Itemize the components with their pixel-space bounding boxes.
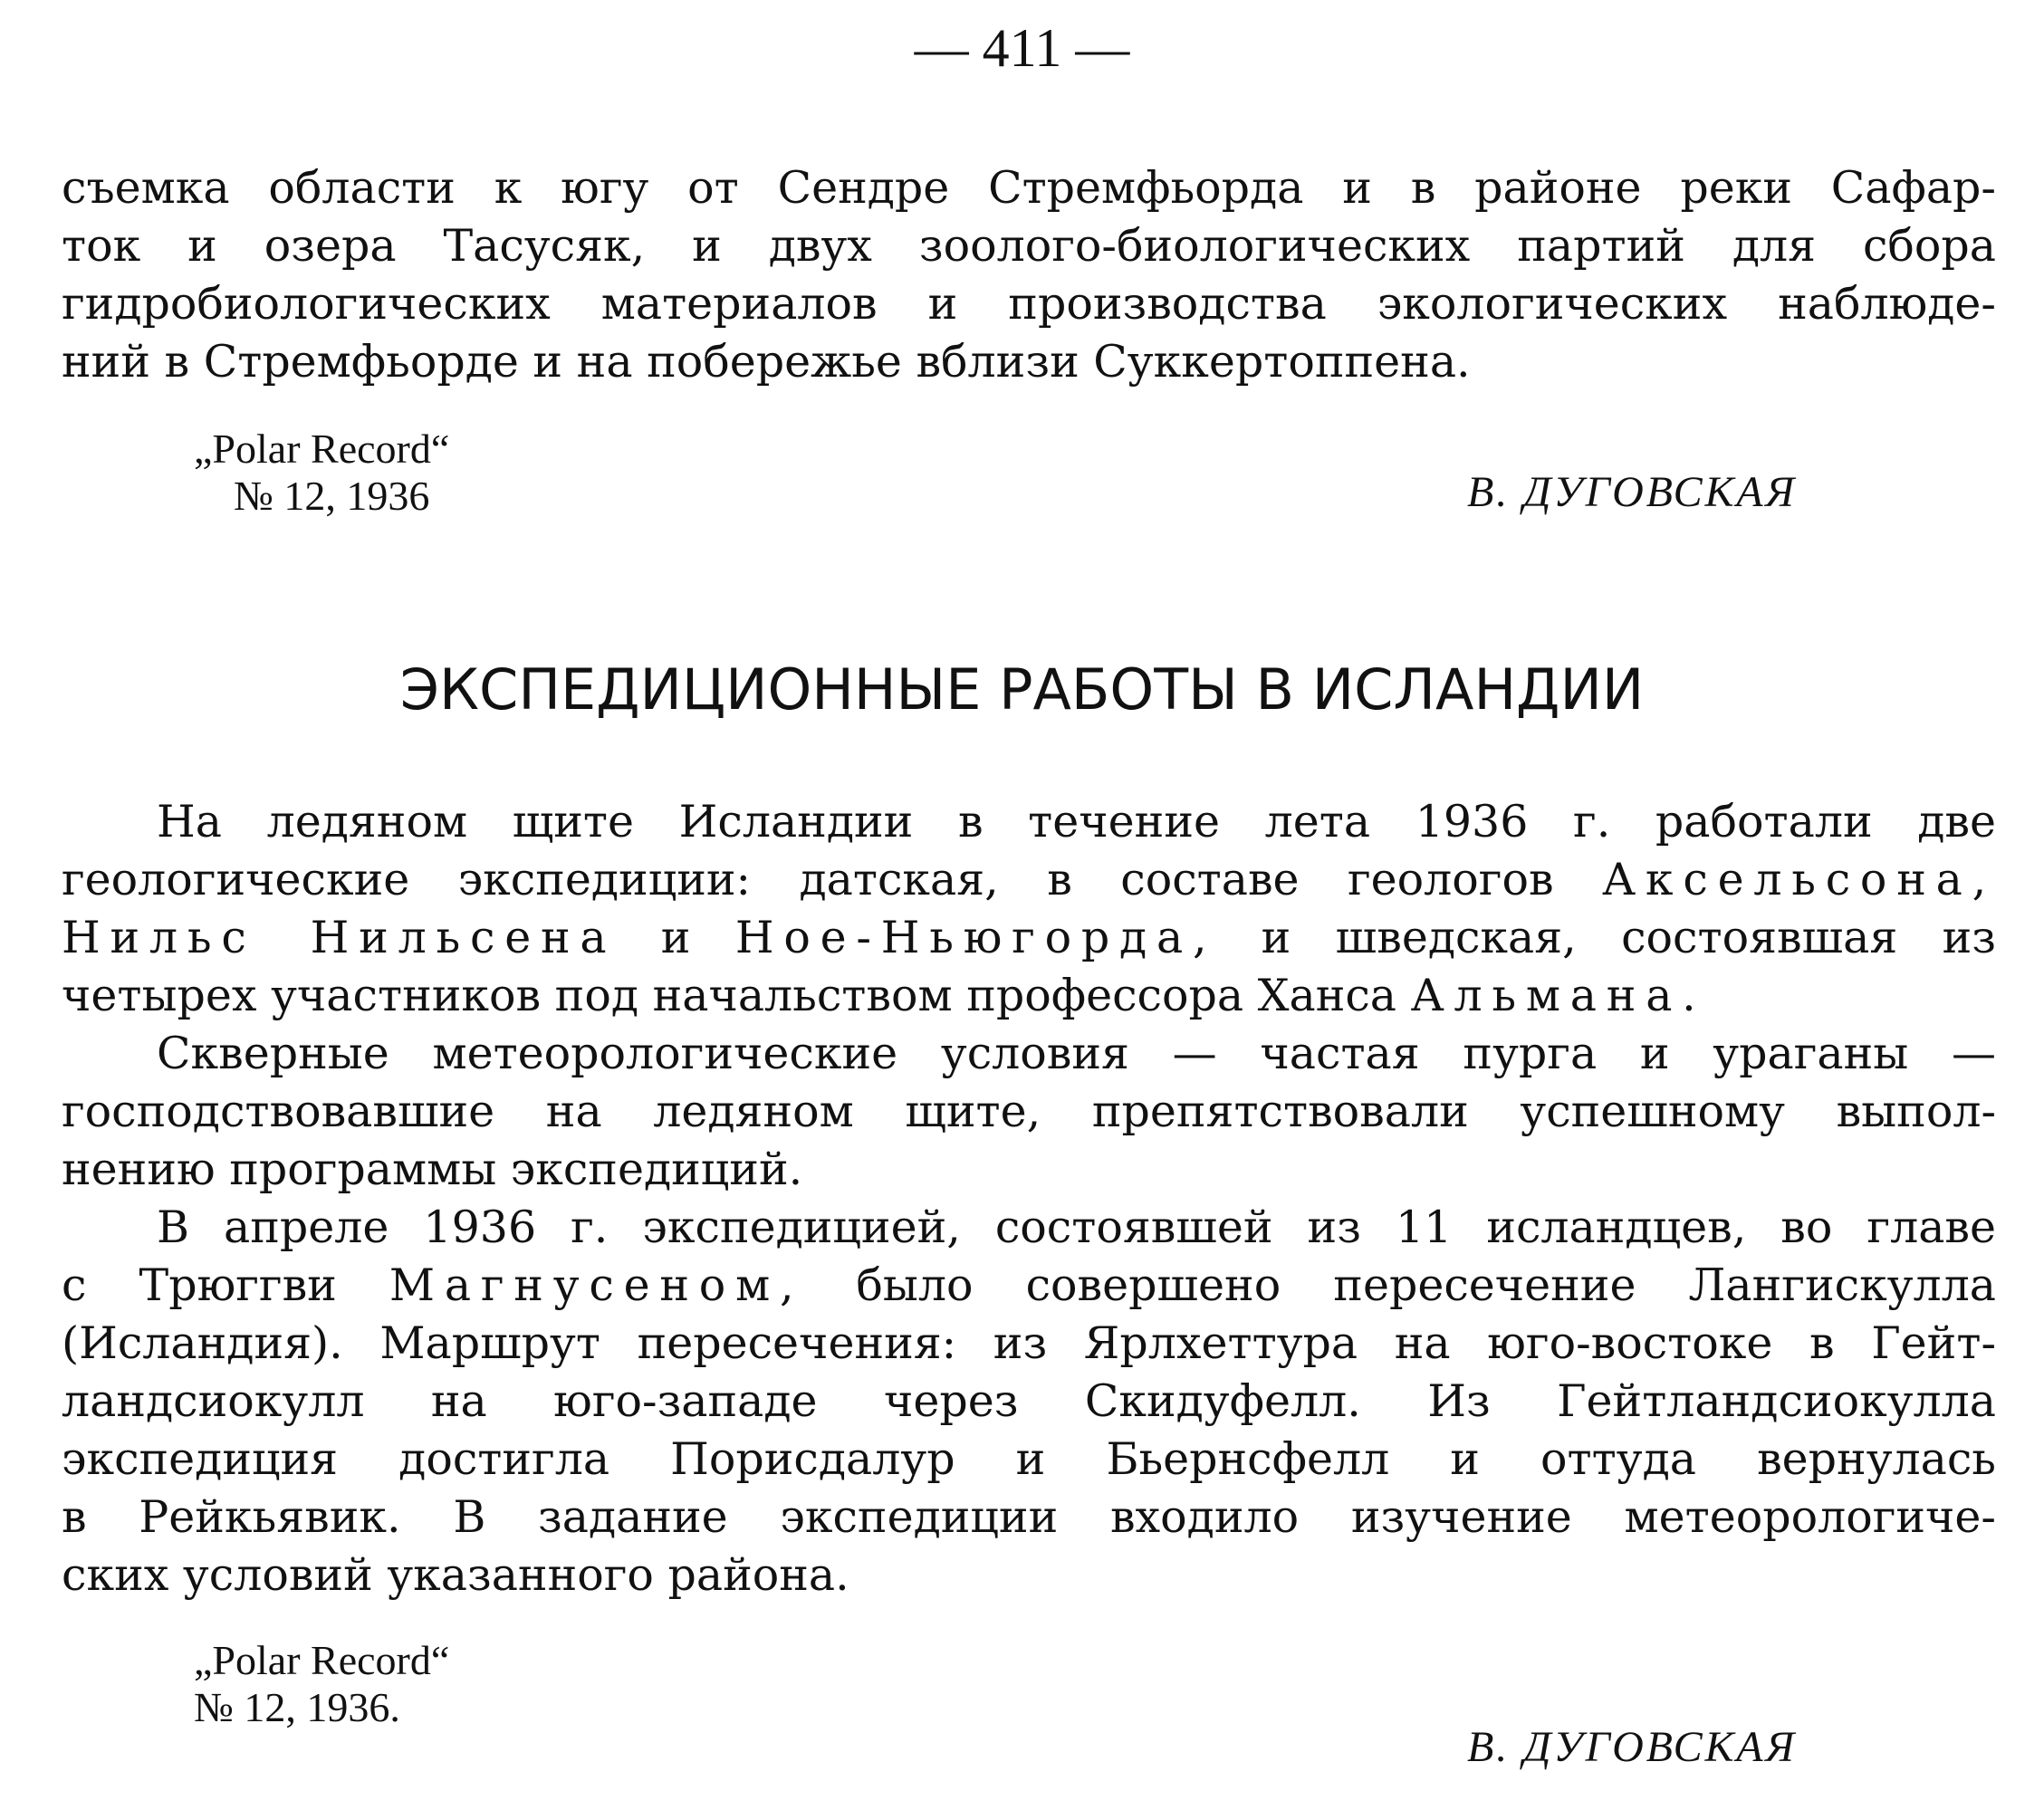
text-line: съемка области к югу от Сендре Стремфьорда и в районе реки Сафар- bbox=[62, 162, 1996, 214]
author-signature: В. ДУГОВСКАЯ bbox=[1467, 1723, 1797, 1771]
article-continuation bbox=[62, 159, 1996, 391]
text-line: На ледяном щите Исландии в течение лета 1936 г. работали две bbox=[157, 796, 1996, 847]
source-journal: „Polar Record“ bbox=[194, 426, 450, 472]
text-line: ландсиокулл на юго-западе через Скидуфелл. Из Гейтландсиокулла bbox=[62, 1375, 1996, 1427]
text-line: (Исландия). Маршрут пересечения: из Ярлхеттура на юго-востоке в Гейт- bbox=[62, 1317, 1996, 1369]
text-line: нению программы экспедиций. bbox=[62, 1144, 803, 1195]
text-line: гидробиологических материалов и производства экологических наблюде- bbox=[62, 278, 1996, 330]
text-line: В апреле 1936 г. экспедицией, состоявшей из 11 исландцев, во главе bbox=[157, 1202, 1996, 1253]
text-line: в Рейкьявик. В задание экспедиции входило изучение метеорологиче- bbox=[62, 1491, 1996, 1543]
text-line: четырех участников под начальством профессора Ханса Альмана. bbox=[62, 970, 1706, 1021]
text-line: ний в Стремфьорде и на побережье вблизи Суккертоппена. bbox=[62, 336, 1471, 388]
author-signature: В. ДУГОВСКАЯ bbox=[1467, 468, 1797, 516]
text-line: геологические экспедиции: датская, в составе геологов Аксельсона, bbox=[62, 854, 1996, 905]
article-title: ЭКСПЕДИЦИОННЫЕ РАБОТЫ В ИСЛАНДИИ bbox=[399, 656, 1645, 723]
source-citation bbox=[194, 1637, 449, 1731]
page-number: — 411 — bbox=[914, 18, 1130, 78]
text-line: Скверные метеорологические условия — частая пурга и ураганы — bbox=[157, 1028, 1996, 1079]
name-spaced: Аксельсона, bbox=[1602, 854, 1996, 905]
source-issue: № 12, 1936. bbox=[194, 1684, 400, 1730]
name-spaced: Нильс Нильсена bbox=[62, 912, 617, 963]
text-line: ских условий указанного района. bbox=[62, 1549, 849, 1601]
text-line: господствовавшие на ледяном щите, препятствовали успешному выпол- bbox=[62, 1086, 1996, 1137]
text-line: ток и озера Тасусяк, и двух зоолого-биологических партий для сбора bbox=[62, 220, 1996, 272]
name-spaced: Магнусеном, bbox=[389, 1259, 804, 1311]
source-issue: № 12, 1936 bbox=[234, 473, 430, 519]
source-citation bbox=[194, 426, 449, 520]
text-line: экспедиция достигла Порисдалур и Бьернсфелл и оттуда вернулась bbox=[62, 1433, 1996, 1485]
article-body bbox=[62, 793, 1996, 1604]
name-spaced: Альмана. bbox=[1410, 970, 1706, 1021]
text-line: с Трюггви Магнусеном, было совершено пересечение Лангискулла bbox=[62, 1259, 1996, 1311]
text-line: Нильс Нильсена и Ное-Ньюгорда, и шведская, состоявшая из bbox=[62, 912, 1996, 963]
name-spaced: Ное-Ньюгорда, bbox=[734, 912, 1217, 963]
source-journal: „Polar Record“ bbox=[194, 1637, 450, 1683]
